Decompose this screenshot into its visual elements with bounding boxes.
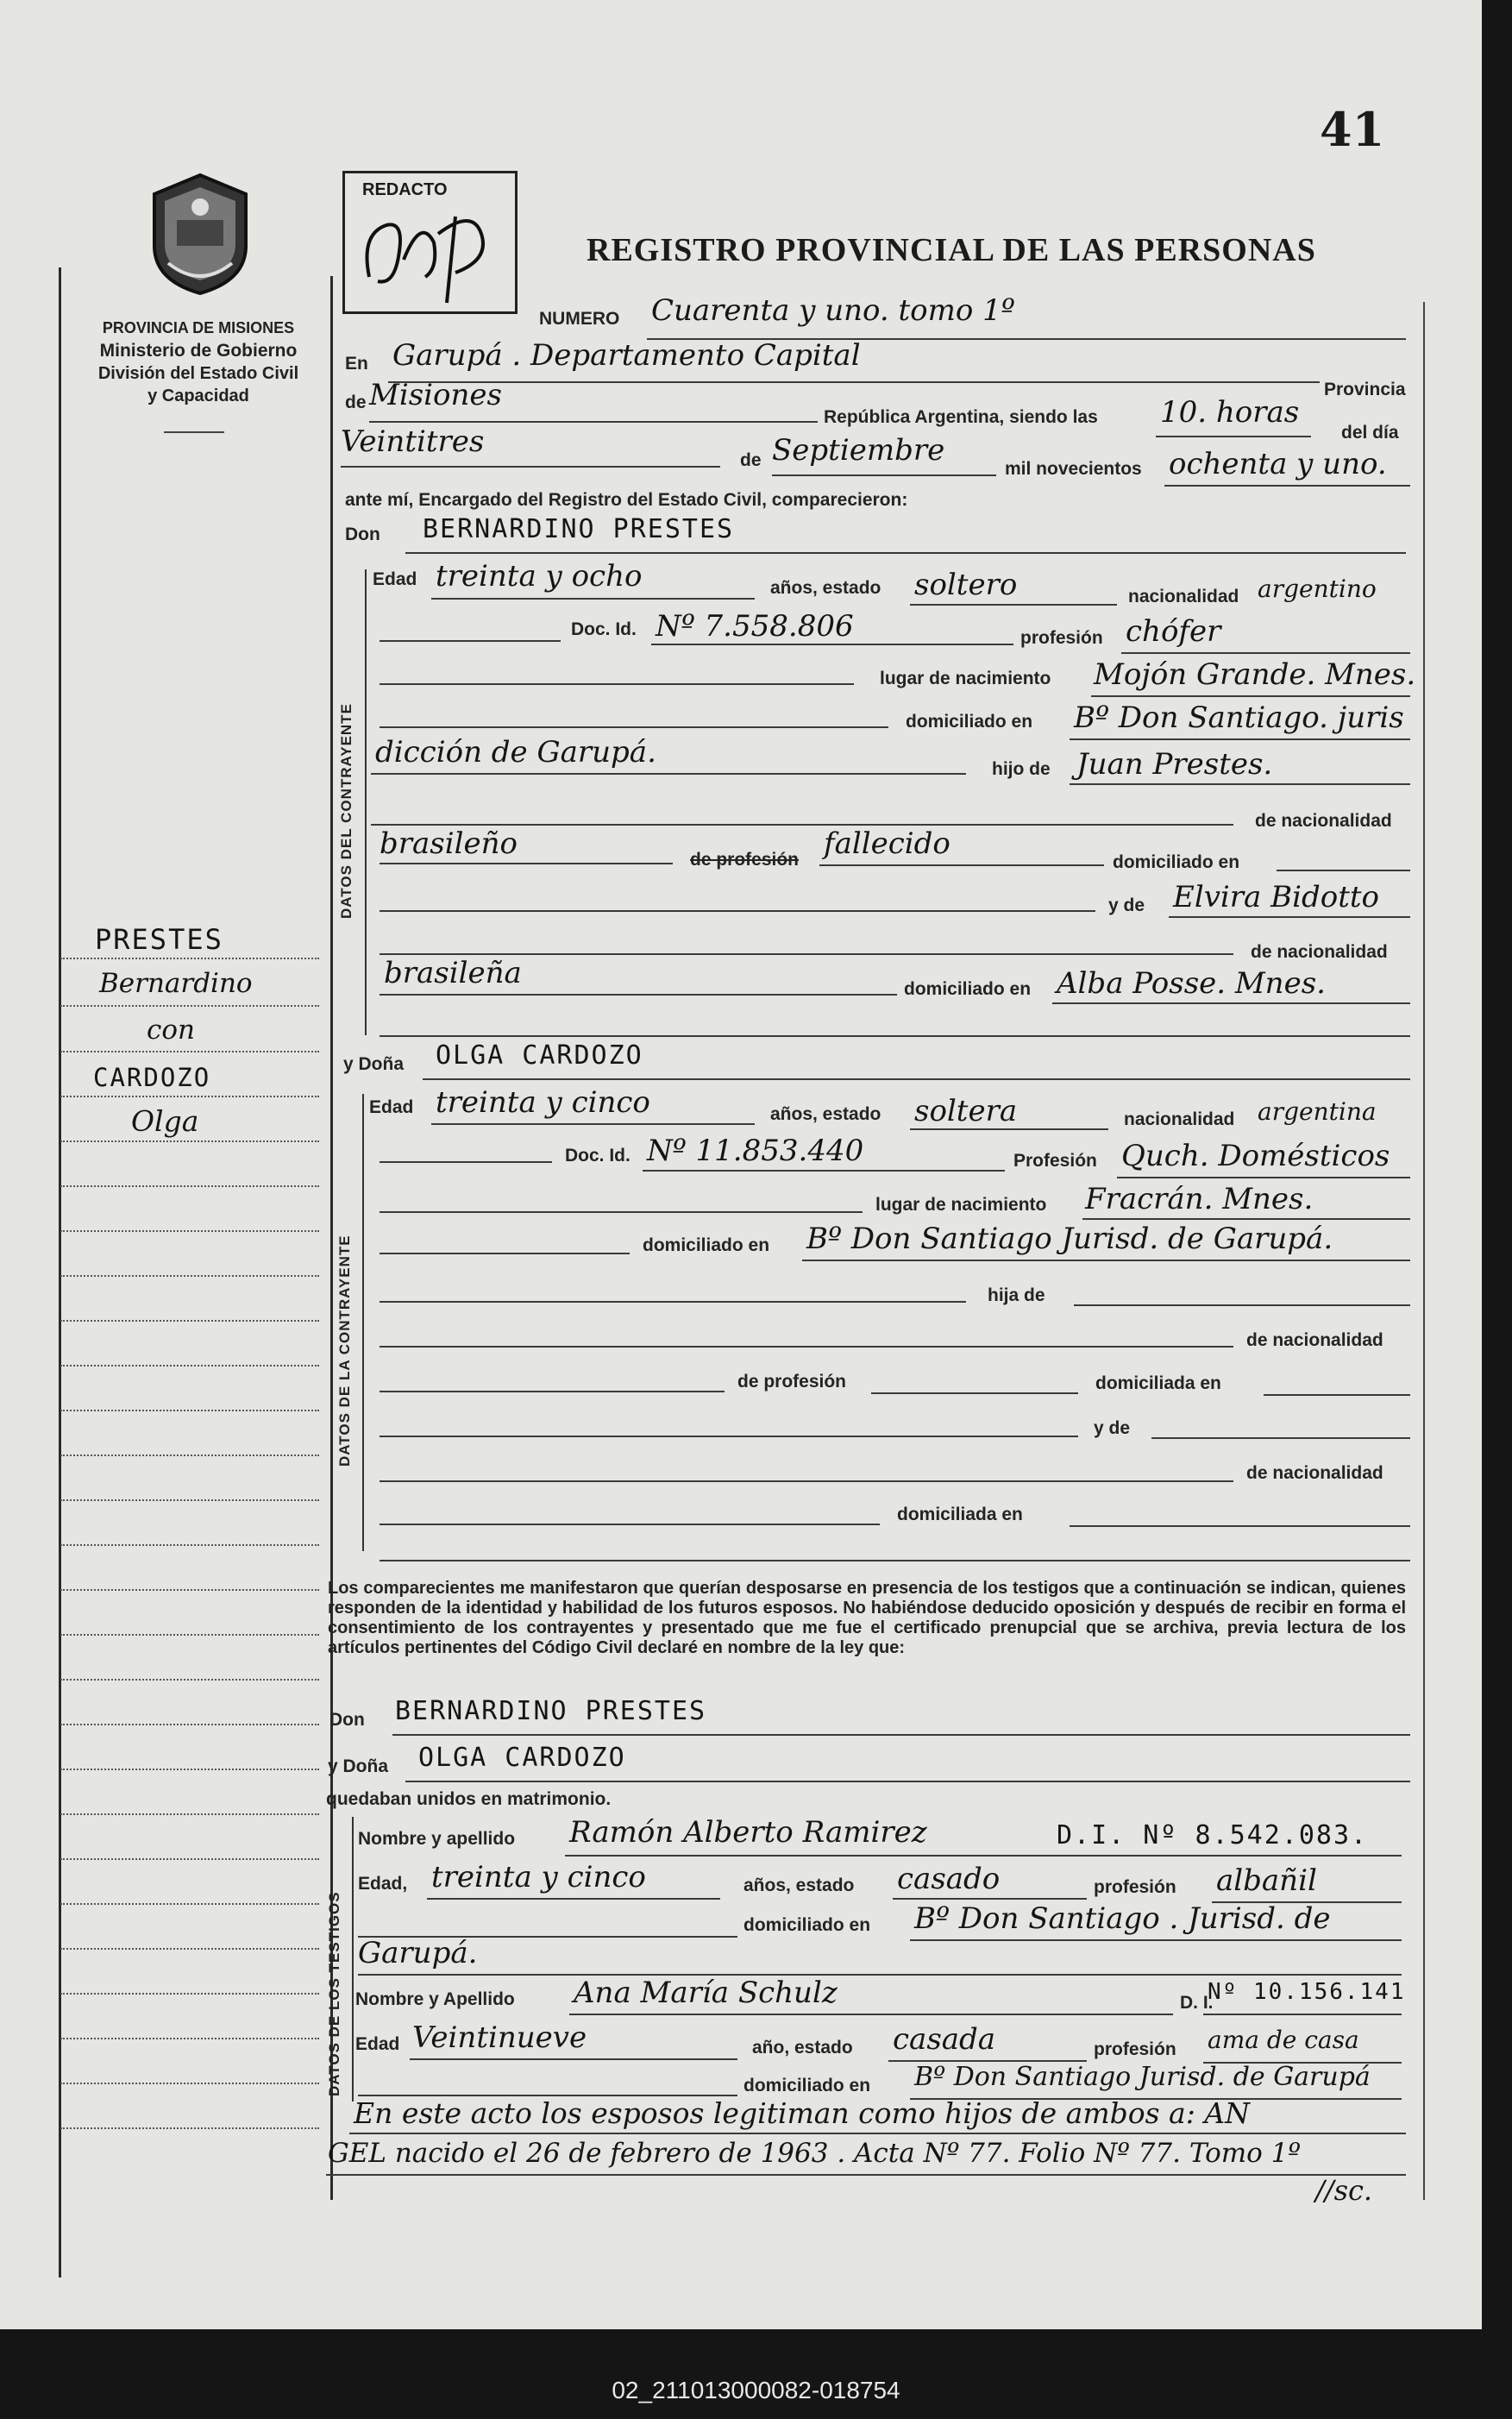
union-dona-label: y Doña (328, 1756, 389, 1776)
note-line-2: GEL nacido el 26 de febrero de 1963 . Acta Nº 77. Folio Nº 77. Tomo 1º (328, 2138, 1301, 2169)
testigos-bracket (352, 1817, 354, 2102)
lugar-line (1091, 695, 1410, 697)
contrayenta-section-label: DATOS DE LA CONTRAYENTE (336, 1235, 353, 1467)
hija-label: hija de (988, 1285, 1045, 1305)
t2-dom-value: Bº Don Santiago Jurisd. de Garupá (914, 2062, 1371, 2092)
contrayenta-nac-label: nacionalidad (1124, 1109, 1235, 1129)
madre-dom-value: Alba Posse. Mnes. (1057, 966, 1326, 1001)
t2-di-value: Nº 10.156.141 (1208, 1979, 1406, 2005)
contrayenta-estado-value: soltera (914, 1094, 1018, 1128)
madre-pre-line (380, 910, 1095, 912)
union-dona-line (405, 1781, 1410, 1782)
padre-nac-label: de nacionalidad (1255, 811, 1392, 831)
margin-line (60, 1455, 319, 1456)
t1-edad-value: treinta y cinco (431, 1860, 646, 1894)
declaration-paragraph: Los comparecientes me manifestaron que querían desposarse en presencia de los testigos que a continuación se indican, quienes responden de la identidad y habilidad de los futuros esposos. No habiéndose deducido oposición y después de recibir en forma el consentimiento de los contrayentes y presentado que me fue el certificado prenupcial que se archiva, previa lectura de los artículos pertinentes del Código Civil declaré en nombre de la ley que: (328, 1579, 1406, 1657)
ministry-name: Ministerio de Gobierno (99, 341, 298, 361)
contrayenta-prof-value: Quch. Domésticos (1121, 1139, 1390, 1173)
contrayente-section-label: DATOS DEL CONTRAYENTE (338, 703, 354, 919)
lugar-pre-line (380, 683, 854, 685)
mil-label: mil novecientos (1005, 459, 1142, 479)
dom-value: Bº Don Santiago. juris (1074, 701, 1404, 735)
madre-nac-line (380, 994, 897, 996)
margin-line (60, 958, 319, 959)
margin-line (60, 1499, 319, 1501)
edad-value: treinta y ocho (436, 559, 643, 594)
footer-image-id: 02_211013000082-018754 (612, 2377, 900, 2403)
nac2-pre-line (380, 1346, 1233, 1348)
margin-surname-2: CARDOZO (93, 1063, 211, 1092)
page-number: 41 (1320, 102, 1385, 157)
don-label: Don (345, 525, 380, 544)
margin-line (60, 1185, 319, 1187)
contrayenta-dom-pre-line (380, 1253, 630, 1254)
numero-label: NUMERO (539, 309, 620, 329)
dona-label: y Doña (343, 1054, 405, 1074)
provincia-label: Provincia (1324, 380, 1406, 399)
margin-line (60, 1813, 319, 1815)
margin-name-1: Bernardino (99, 968, 253, 999)
left-border-line (59, 267, 61, 2278)
dom-line (1070, 738, 1410, 740)
contrayenta-estado-label: años, estado (770, 1104, 881, 1124)
contrayenta-dom-label: domiciliado en (643, 1235, 770, 1255)
estado-label: años, estado (770, 578, 881, 598)
t1-edad-label: Edad, (358, 1874, 408, 1894)
nac3-pre-line (380, 1480, 1233, 1482)
en-line (388, 381, 1320, 383)
madre-dom-line (1052, 1002, 1410, 1004)
dom-label: domiciliado en (906, 712, 1033, 732)
dom-pre-line (380, 726, 888, 728)
union-don-line (392, 1734, 1410, 1736)
padre-value: Juan Prestes. (1076, 747, 1273, 782)
contrayenta-lugar-value: Fracrán. Mnes. (1085, 1182, 1314, 1216)
yde2-line (1151, 1437, 1410, 1439)
t1-nombre-line (565, 1855, 1402, 1857)
contrayente-end-line (380, 1035, 1410, 1037)
t2-edad-line (410, 2058, 737, 2060)
prof2-label: de profesión (737, 1372, 847, 1392)
union-dona-value: OLGA CARDOZO (418, 1743, 626, 1773)
margin-line (60, 1365, 319, 1367)
margin-line (60, 1051, 319, 1052)
margin-line (60, 1320, 319, 1322)
nac-value: argentino (1258, 575, 1377, 603)
margin-line (60, 1410, 319, 1411)
contrayenta-estado-line (910, 1128, 1108, 1130)
doc-value: Nº 7.558.806 (656, 609, 854, 644)
de-line (369, 421, 818, 423)
hija-pre-line (380, 1301, 966, 1303)
t2-dom-label: domiciliado en (743, 2076, 871, 2095)
t2-nombre-value: Ana María Schulz (574, 1976, 838, 2010)
t2-prof-label: profesión (1094, 2039, 1176, 2059)
t2-edad-label: Edad (355, 2034, 400, 2054)
en-value: Garupá . Departamento Capital (392, 338, 861, 373)
contrayenta-edad-line (431, 1123, 755, 1125)
contrayenta-dom-value: Bº Don Santiago Jurisd. de Garupá. (806, 1222, 1333, 1256)
padre-prof-line (819, 864, 1104, 866)
madre-line (1169, 916, 1410, 918)
margin-line (60, 1096, 319, 1097)
margin-line (60, 1589, 319, 1591)
ministry-division: División del Estado Civil (97, 364, 299, 383)
prof-label: profesión (1020, 628, 1103, 648)
t1-nombre-label: Nombre y apellido (358, 1829, 516, 1849)
madre-value: Elvira Bidotto (1173, 880, 1379, 914)
doc-line (651, 644, 1013, 645)
dom2-label: domiciliada en (1095, 1373, 1221, 1393)
horas-value: 10. horas (1160, 395, 1300, 430)
doc-pre-line (380, 640, 561, 642)
note-underline-1 (349, 2133, 1406, 2134)
ministry-province: PROVINCIA DE MISIONES (102, 319, 295, 336)
testigos-section-label: DATOS DE LOS TESTIGOS (326, 1891, 342, 2096)
don-line (405, 552, 1406, 554)
note-line-1: En este acto los esposos legitiman como hijos de ambos a: AN (354, 2096, 1251, 2130)
dona-line (423, 1078, 1410, 1080)
margin-line (60, 1140, 319, 1142)
contrayenta-prof-line (1117, 1177, 1410, 1178)
margin-line (60, 2038, 319, 2039)
dom3-label: domiciliada en (897, 1505, 1023, 1524)
t1-dom-value-2: Garupá. (358, 1936, 478, 1970)
contrayenta-dom-line (802, 1260, 1410, 1261)
margin-line (60, 1903, 319, 1905)
mes-value: Septiembre (772, 433, 945, 468)
union-don-value: BERNARDINO PRESTES (395, 1696, 707, 1726)
t1-prof-label: profesión (1094, 1877, 1176, 1897)
contrayenta-doc-label: Doc. Id. (565, 1146, 631, 1166)
mes-line (772, 474, 996, 476)
margin-line (60, 2127, 319, 2129)
contrayenta-edad-label: Edad (369, 1097, 414, 1117)
dom3-line (1070, 1525, 1410, 1527)
contrayenta-edad-value: treinta y cinco (436, 1085, 650, 1120)
margin-surname-1: PRESTES (95, 923, 223, 956)
padre-nac-line (380, 863, 673, 864)
nac3-label: de nacionalidad (1246, 1463, 1383, 1483)
nac-label: nacionalidad (1128, 587, 1239, 606)
hija-line (1074, 1304, 1410, 1306)
lugar-label: lugar de nacimiento (880, 669, 1051, 688)
ministry-division-2: y Capacidad (147, 386, 249, 405)
margin-line (60, 2083, 319, 2084)
coat-of-arms-icon (142, 168, 259, 298)
t2-di-line (1203, 2014, 1402, 2015)
t2-prof-value: ama de casa (1208, 2026, 1359, 2054)
t1-estado-value: casado (897, 1862, 1001, 1896)
dia-line (341, 466, 720, 468)
de-label: de (345, 393, 367, 412)
t2-edad-value: Veintinueve (412, 2020, 587, 2055)
anio-line (1164, 485, 1410, 487)
nac2-label: de nacionalidad (1246, 1330, 1383, 1350)
dom3-pre-line (380, 1524, 880, 1525)
margin-line (60, 1005, 319, 1007)
numero-value: Cuarenta y uno. tomo 1º (651, 293, 1015, 328)
padre-line (1070, 783, 1410, 785)
ministry-divider (164, 431, 224, 433)
t1-dom-line-2 (358, 1974, 1402, 1976)
margin-line (60, 1948, 319, 1950)
prof-value: chófer (1126, 614, 1221, 649)
margin-name-2: Olga (131, 1104, 199, 1138)
redactor-stamp (342, 171, 518, 314)
t1-dom-value: Bº Don Santiago . Jurisd. de (914, 1901, 1331, 1936)
horas-line (1156, 436, 1311, 437)
page-title: REGISTRO PROVINCIAL DE LAS PERSONAS (587, 232, 1316, 268)
yde2-pre-line (380, 1436, 1078, 1437)
t2-estado-label: año, estado (752, 2038, 853, 2058)
contrayenta-lugar-line (1082, 1218, 1410, 1220)
margin-line (60, 1634, 319, 1636)
anio-value: ochenta y uno. (1169, 447, 1387, 481)
madre-nac-pre-line (380, 953, 1233, 955)
hijo-label: hijo de (992, 759, 1051, 779)
prof2-pre-line (380, 1391, 725, 1392)
t1-dom-label: domiciliado en (743, 1915, 871, 1935)
contrayenta-prof-label: Profesión (1013, 1151, 1097, 1171)
margin-con: con (147, 1015, 195, 1046)
padre-nac-pre-line (371, 824, 1233, 826)
contrayenta-doc-value: Nº 11.853.440 (647, 1134, 864, 1168)
t2-estado-value: casada (893, 2022, 996, 2057)
margin-line (60, 1993, 319, 1995)
lugar-value: Mojón Grande. Mnes. (1094, 657, 1416, 692)
dom-line-2 (371, 773, 966, 775)
contrayenta-yde-label: y de (1094, 1418, 1131, 1438)
ante-label: ante mí, Encargado del Registro del Estado Civil, comparecieron: (345, 490, 908, 510)
dom2-line (1264, 1394, 1410, 1396)
madre-dom-label: domiciliado en (904, 979, 1032, 999)
padre-dom-line (1277, 870, 1410, 871)
contrayenta-lugar-pre-line (380, 1211, 863, 1213)
de-value: Misiones (369, 378, 502, 412)
contrayenta-nac-value: argentina (1258, 1097, 1377, 1126)
margin-line (60, 1769, 319, 1770)
t1-edad-line (427, 1898, 720, 1900)
margin-line (60, 1679, 319, 1681)
edad-label: Edad (373, 569, 417, 589)
margin-line (60, 1275, 319, 1277)
madre-nac-value: brasileña (384, 956, 522, 990)
contrayente-bracket (365, 569, 367, 1035)
dom-value-2: dicción de Garupá. (375, 735, 656, 770)
de2-label: de (740, 450, 762, 470)
t2-di-label: D. I. (1180, 1993, 1214, 2013)
prof-line (1121, 652, 1410, 654)
dona-value: OLGA CARDOZO (436, 1040, 643, 1071)
right-border-line (1423, 302, 1425, 2200)
padre-prof-label: de profesión (690, 850, 800, 870)
t2-nombre-label: Nombre y Apellido (355, 1989, 515, 2009)
padre-dom-label: domiciliado en (1113, 852, 1240, 872)
padre-prof-value: fallecido (824, 826, 950, 861)
margin-line (60, 1858, 319, 1860)
t1-nombre-value: Ramón Alberto Ramirez (569, 1815, 927, 1850)
doc-label: Doc. Id. (571, 619, 637, 639)
contrayenta-doc-pre-line (380, 1161, 552, 1163)
stamp-label: REDACTO (362, 180, 448, 199)
contrayenta-end-line (380, 1560, 1410, 1561)
quedaban-label: quedaban unidos en matrimonio. (326, 1789, 612, 1809)
note-underline-2 (326, 2174, 1406, 2176)
initials: //sc. (1315, 2174, 1373, 2207)
t1-estado-label: años, estado (743, 1876, 855, 1895)
contrayenta-bracket (362, 1094, 364, 1551)
madre-nac-label: de nacionalidad (1251, 942, 1388, 962)
contrayenta-lugar-label: lugar de nacimiento (875, 1195, 1047, 1215)
en-label: En (345, 354, 368, 374)
yde-label: y de (1108, 895, 1145, 915)
union-don-label: Don (329, 1710, 365, 1730)
contrayenta-doc-line (643, 1170, 1005, 1172)
don-value: BERNARDINO PRESTES (423, 514, 735, 544)
t1-di-value: D.I. Nº 8.542.083. (1057, 1820, 1369, 1850)
t1-estado-line (893, 1898, 1087, 1900)
prof2-line (871, 1392, 1078, 1394)
signature-icon (352, 199, 507, 307)
edad-line (431, 598, 755, 600)
dia-value: Veintitres (341, 424, 485, 459)
t1-dom-line (910, 1939, 1402, 1941)
republica-label: República Argentina, siendo las (824, 407, 1098, 427)
t2-nombre-line (569, 2014, 1173, 2015)
margin-line (60, 1230, 319, 1232)
estado-line (910, 604, 1117, 606)
t1-prof-value: albañil (1216, 1863, 1317, 1898)
del-dia-label: del día (1341, 423, 1399, 443)
margin-line (60, 1544, 319, 1546)
margin-line (60, 1724, 319, 1725)
estado-value: soltero (914, 568, 1018, 602)
padre-nac-value: brasileño (380, 826, 518, 861)
